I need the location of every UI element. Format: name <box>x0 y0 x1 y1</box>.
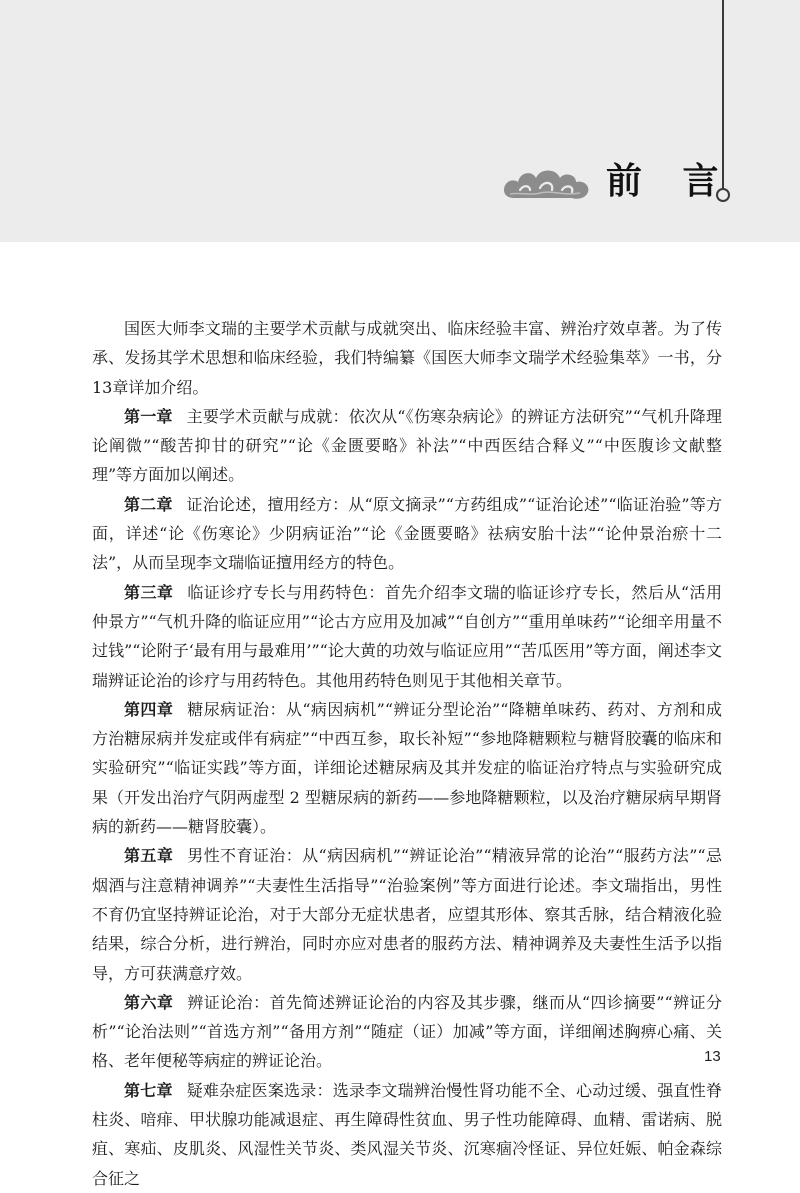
paragraph-text: 疑难杂症医案选录：选录李文瑞辨治慢性肾功能不全、心动过缓、强直性脊柱炎、喑痱、甲状腺功能减退症、再生障碍性贫血、男子性功能障碍、血精、雷诺病、脱疽、寒疝、皮肌炎、风湿性关节炎、类风湿关节炎、沉寒痼冷怪证、异位妊娠、帕金森综合征之 <box>92 1080 722 1188</box>
paragraph-text: 男性不育证治：从“病因病机”“辨证论治”“精液异常的论治”“服药方法”“忌烟酒与注意精神调养”“夫妻性生活指导”“治验案例”等方面进行论述。李文瑞指出，男性不育仍宜坚持辨证论治，对于大部分无症状患者，应望其形体、察其舌脉，结合精液化验结果，综合分析，进行辨治，同时亦应对患者的服药方法、精神调养及夫妻性生活予以指导，方可获满意疗效。 <box>92 846 722 983</box>
paragraph-text: 国医大师李文瑞的主要学术贡献与成就突出、临床经验丰富、辨治疗效卓著。为了传承、发扬其学术思想和临床经验，我们特编纂《国医大师李文瑞学术经验集萃》一书，分13章详加介绍。 <box>92 319 722 397</box>
page-title: 前 言 <box>606 161 733 202</box>
header-banner <box>0 0 800 242</box>
paragraph-chapter-4 <box>92 695 722 841</box>
paragraph-chapter-7 <box>92 1076 722 1193</box>
paragraph-text: 辨证论治：首先简述辨证论治的内容及其步骤，继而从“四诊摘要”“辨证分析”“论治法则”“首选方剂”“备用方剂”“随症（证）加减”等方面，详细阐述胸痹心痛、关格、老年便秘等病症的辨证论治。 <box>92 992 722 1071</box>
paragraph-chapter-1 <box>92 402 722 490</box>
chapter-label: 第五章 <box>124 846 174 866</box>
page-number: 13 <box>704 1048 721 1065</box>
chapter-label: 第二章 <box>124 494 173 514</box>
paragraph-text: 证治论述，擅用经方：从“原文摘录”“方药组成”“证治论述”“临证治验”等方面，详述“论《伤寒论》少阴病证治”“论《金匮要略》祛病安胎十法”“论仲景治瘀十二法”，从而呈现李文瑞临证擅用经方的特色。 <box>92 494 722 573</box>
chapter-label: 第一章 <box>124 406 173 426</box>
chapter-label: 第七章 <box>124 1080 173 1100</box>
chapter-label: 第六章 <box>124 992 174 1012</box>
chapter-label: 第四章 <box>124 699 174 719</box>
paragraph-chapter-6 <box>92 988 722 1076</box>
paragraph-chapter-2 <box>92 490 722 578</box>
body-text <box>92 314 722 1193</box>
paragraph-intro <box>92 314 722 402</box>
auspicious-cloud-icon <box>500 160 592 204</box>
paragraph-text: 主要学术贡献与成就：依次从“《伤寒杂病论》的辨证方法研究”“气机升降理论阐微”“酸苦抑甘的研究”“论《金匮要略》补法”“中西医结合释义”“中医腹诊文献整理”等方面加以阐述。 <box>92 406 722 485</box>
paragraph-text: 临证诊疗专长与用药特色：首先介绍李文瑞的临证诊疗专长，然后从“活用仲景方”“气机升降的临证应用”“论古方应用及加减”“自创方”“重用单味药”“论细辛用量不过钱”“论附子‘最有用与最难用’”“论大黄的功效与临证应用”“苦瓜医用”等方面，阐述李文瑞辨证论治的诊疗与用药特色。其他用药特色则见于其他相关章节。 <box>92 582 722 690</box>
paragraph-chapter-5 <box>92 841 722 987</box>
paragraph-text: 糖尿病证治：从“病因病机”“辨证分型论治”“降糖单味药、药对、方剂和成方治糖尿病并发症或伴有病症”“中西互参，取长补短”“参地降糖颗粒与糖肾胶囊的临床和实验研究”“临证实践”等方面，详细论述糖尿病及其并发症的临证治疗特点与实验研究成果（开发出治疗气阴两虚型 2 型糖尿病的新药——参地降糖颗粒，以及治疗糖尿病早期肾病的新药——糖肾胶囊）。 <box>92 699 722 837</box>
paragraph-chapter-3 <box>92 578 722 695</box>
chapter-label: 第三章 <box>124 582 174 602</box>
